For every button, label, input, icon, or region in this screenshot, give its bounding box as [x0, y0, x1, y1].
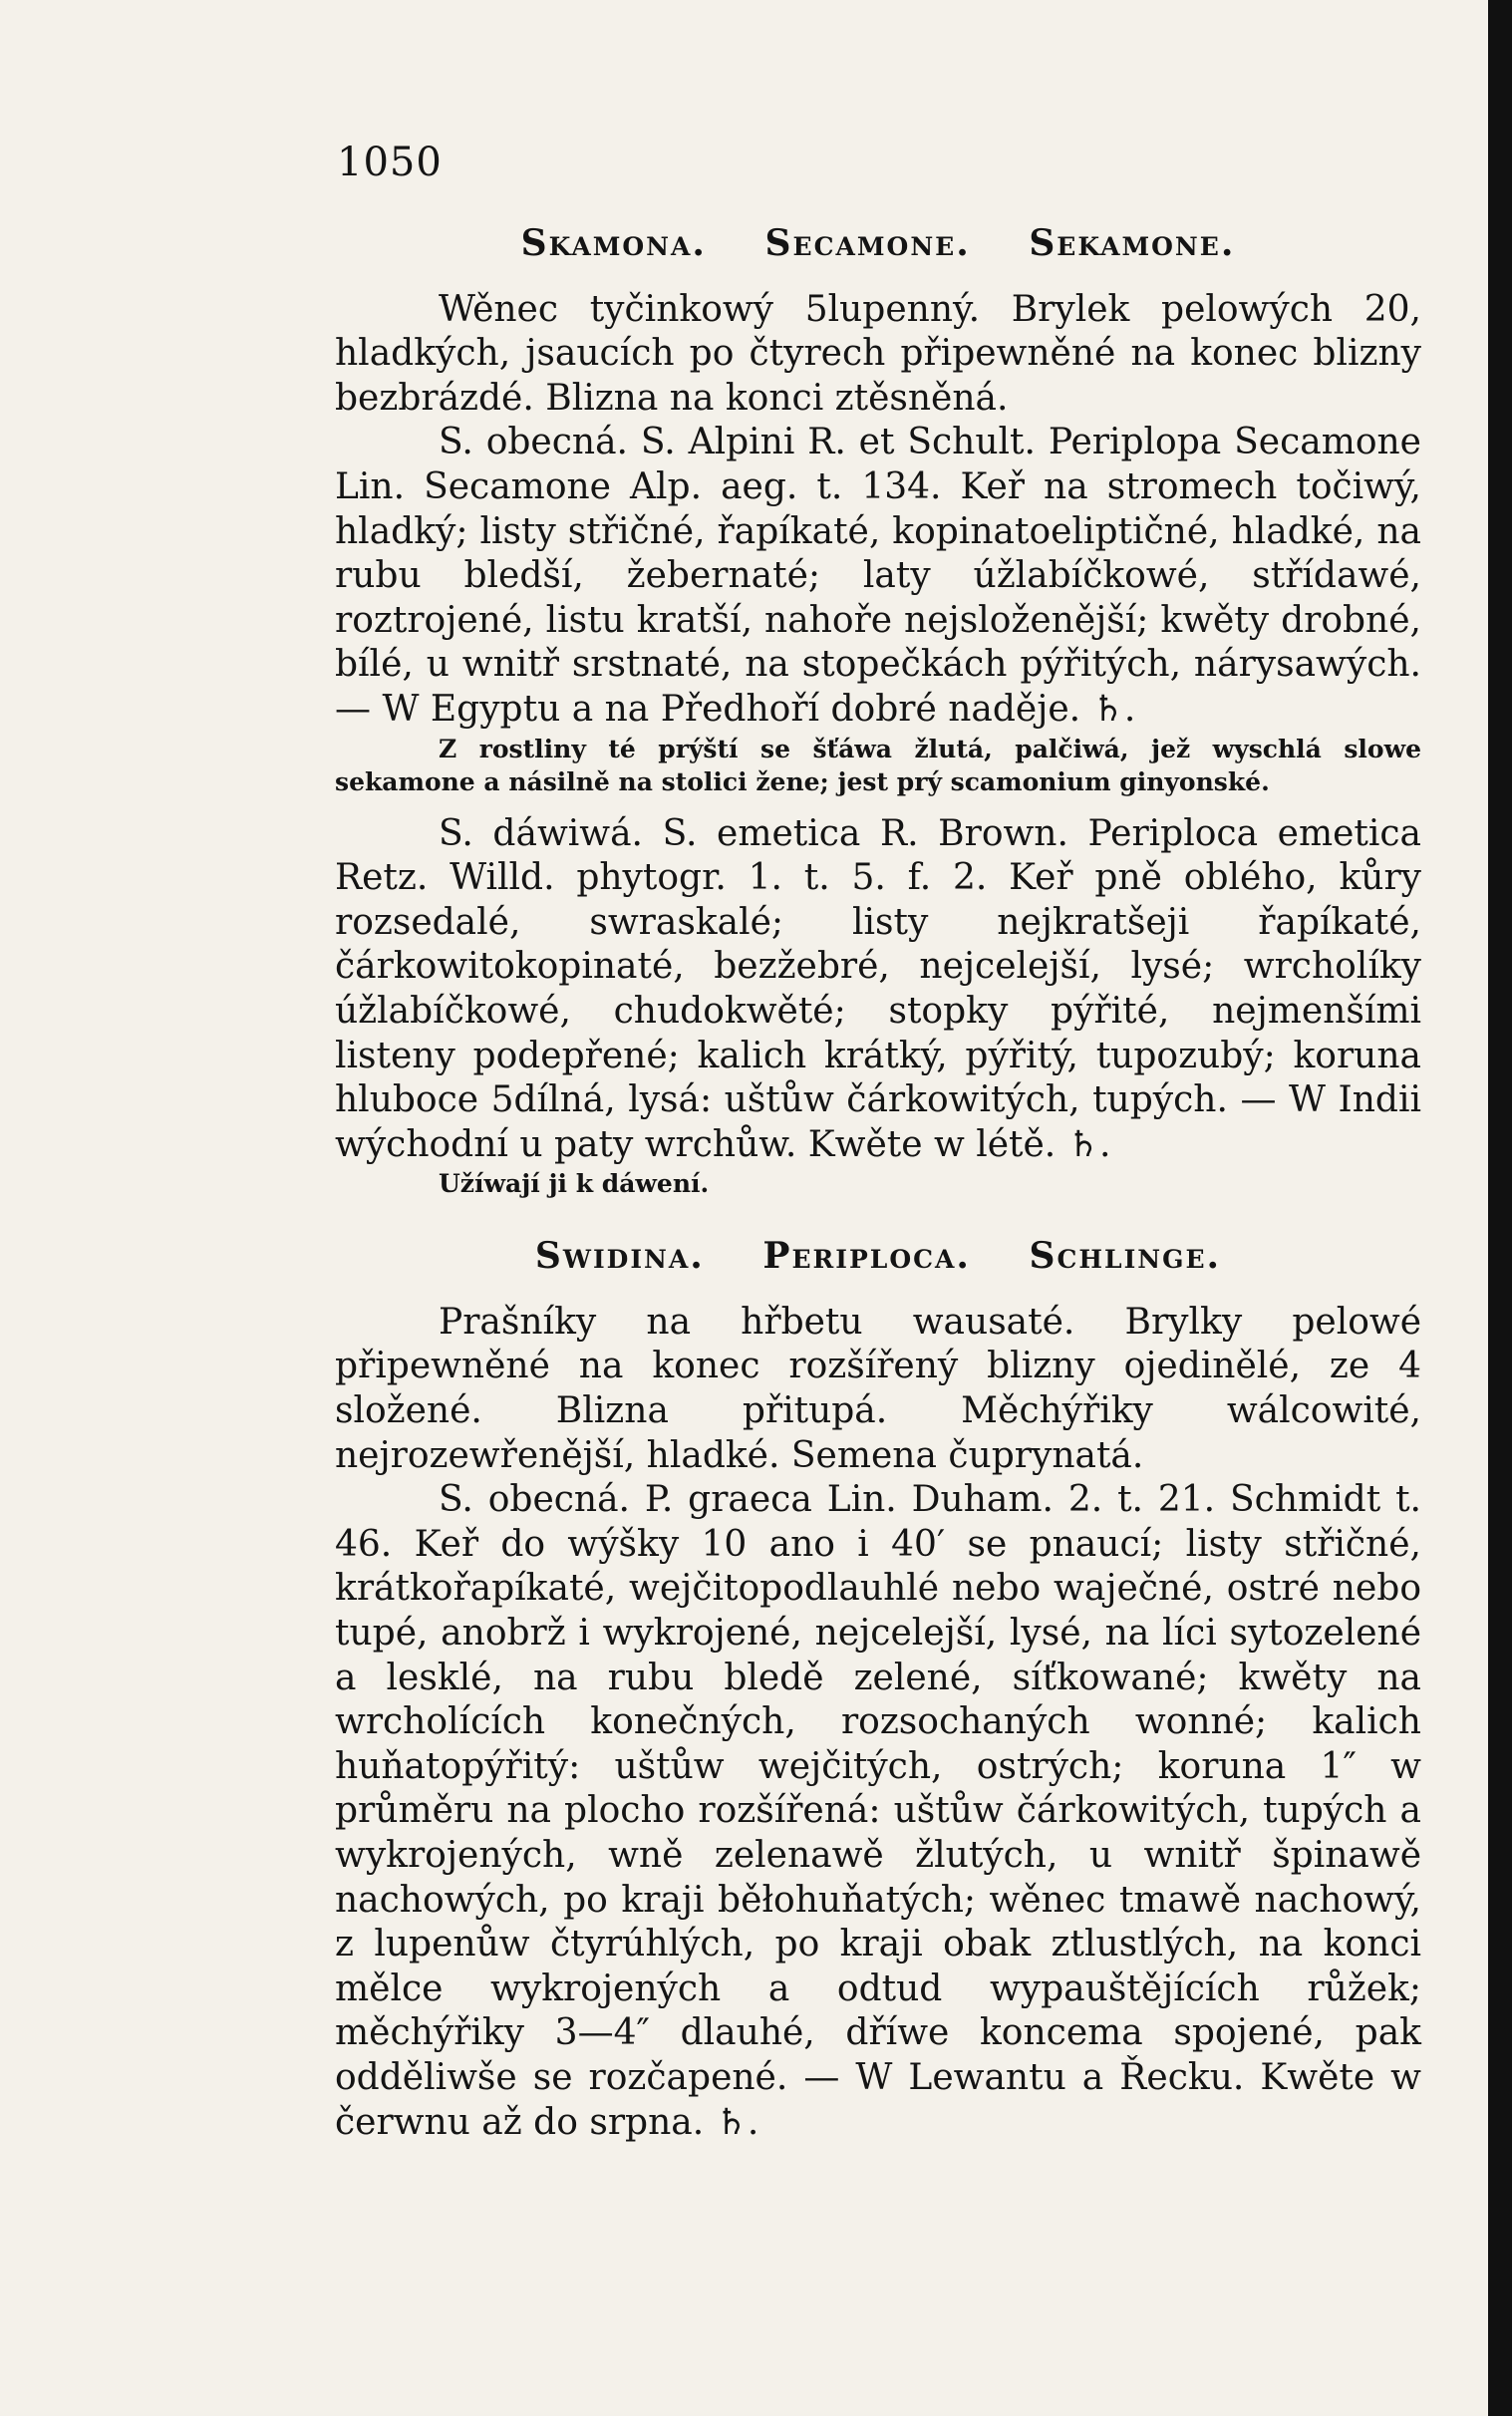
section-heading	[335, 1234, 1421, 1279]
genus-description: Prašníky na hřbetu wausaté. Brylky pelowé připewněné na konec rozšířený blizny ojedinělé, ze 4 složené. Blizna přitupá. Měchýřiky wálcowité, nejrozewřenější, hladké. Semena čuprynatá.	[335, 1301, 1421, 1476]
section-heading	[335, 221, 1421, 266]
heading-czech: Skamona.	[520, 222, 707, 264]
heading-czech: Swidina.	[534, 1235, 705, 1278]
species-note: Z rostliny té prýští se šťáwa žlutá, palčiwá, jež wyschlá slowe sekamone a násilně na stolici žene; jest prý scamonium ginyonské.	[335, 734, 1421, 796]
species-entry: S. obecná. P. graeca Lin. Duham. 2. t. 21. Schmidt t. 46. Keř do wýšky 10 ano i 40′ se pnaucí; listy střičné, krátkořapíkaté, wejčitopodlauhlé nebo waječné, ostré nebo tupé, anobrž i wykrojené, nejcelejší, lysé, na líci sytozelené a lesklé, na rubu bledě zelené, síťkowané; kwěty na wrcholících konečných, rozsochaných wonné; kalich huňatopýřitý: uštůw wejčitých, ostrých; koruna 1″ w průměru na plocho rozšířená: uštůw čárkowitých, tupých a wykrojených, wně zelenawě žlutých, u wnitř špinawě nachowých, po kraji běłohuňatých; wěnec tmawě nachowý, z lupenůw čtyrúhlých, po kraji obak ztlustlých, na konci mělce wykrojených a odtud wypauštějících růžek; měchýřiky 3—4″ dlauhé, dříwe koncema spojené, pak odděliwše se rozčapené. — W Lewantu a Řecku. Kwěte w čerwnu až do srpna. ♄.	[335, 1479, 1421, 2143]
heading-latin: Periploca.	[762, 1235, 971, 1278]
heading-german: Sekamone.	[1029, 222, 1236, 264]
species-note: Užíwají ji k dáwení.	[439, 1169, 710, 1199]
genus-description: Wěnec tyčinkowý 5lupenný. Brylek pelowých 20, hladkých, jsaucích po čtyrech připewněné na konec blizny bezbrázdé. Blizna na konci ztěsněná.	[335, 288, 1421, 419]
page-number: 1050	[337, 140, 443, 185]
heading-german: Schlinge.	[1029, 1235, 1222, 1278]
scan-border	[1488, 0, 1512, 2416]
heading-latin: Secamone.	[764, 222, 971, 264]
species-entry: S. obecná. S. Alpini R. et Schult. Periplopa Secamone Lin. Secamone Alp. aeg. t. 134. Keř na stromech točiwý, hladký; listy střičné, řapíkaté, kopinatoeliptičné, hladké, na rubu bledší, žebernaté; laty úžlabíčkowé, střídawé, roztrojené, listu kratší, nahoře nejsloženější; kwěty drobné, bílé, u wnitř srstnaté, na stopečkách pýřitých, nárysawých. — W Egyptu a na Předhoří dobré naděje. ♄.	[335, 422, 1421, 730]
page-text	[335, 221, 1421, 2145]
species-entry: S. dáwiwá. S. emetica R. Brown. Periploca emetica Retz. Willd. phytogr. 1. t. 5. f. 2. Keř pně oblého, kůry rozsedalé, swraskalé; listy nejkratšeji řapíkaté, čárkowitokopinaté, bezžebré, nejcelejší, lysé; wrcholíky úžlabíčkowé, chudokwěté; stopky pýřité, nejmenšími listeny podepřené; kalich krátký, pýřitý, tupozubý; koruna hluboce 5dílná, lysá: uštůw čárkowitých, tupých. — W Indii wýchodní u paty wrchůw. Kwěte w létě. ♄.	[335, 812, 1421, 1165]
